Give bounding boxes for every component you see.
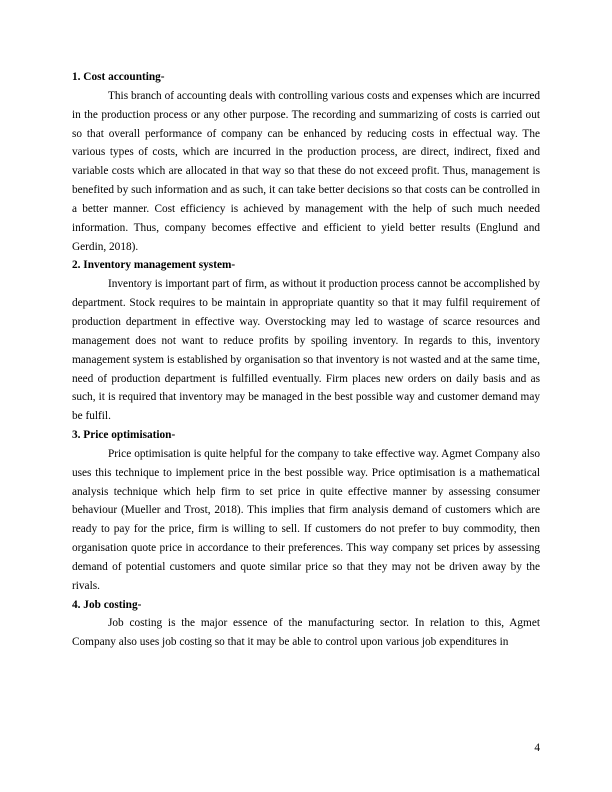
- section-body-cost-accounting: This branch of accounting deals with controlling various costs and expenses which are incurred in the production process or any other purpose. The recording and summarizing of costs is carried out so that overall performance of company can be enhanced by reducing costs in effectual way. The various types of costs, which are incurred in the production process, are direct, indirect, fixed and variable costs which are allocated in that way so that these do not exceed profit. Thus, management is benefited by such information and as such, it can take better decisions so that costs can be controlled in a better manner. Cost efficiency is achieved by management with the help of such much needed information. Thus, company becomes effective and efficient to yield better results (Englund and Gerdin, 2018).: [72, 89, 540, 253]
- section-body-job-costing: Job costing is the major essence of the manufacturing sector. In relation to this, Agmet Company also uses job costing so that it may be able to control upon various job expenditures in: [72, 617, 540, 649]
- section-heading-job-costing: 4. Job costing-: [72, 598, 142, 611]
- page-number: 4: [534, 742, 540, 754]
- section-body-inventory-management: Inventory is important part of firm, as without it production process cannot be accomplished by department. Stock requires to be maintain in appropriate quantity so that it may fulfil requirement of production department in effective way. Overstocking may led to wastage of scarce resources and management does not want to reduce profits by spoiling inventory. In regards to this, inventory management system is established by organisation so that inventory is not wasted and at the same time, need of production department is fulfilled eventually. Firm places new orders on daily basis and as such, it is required that inventory may be managed in the best possible way and customer demand may be fulfil.: [72, 278, 540, 423]
- document-page: [72, 68, 540, 652]
- section-body-price-optimisation: Price optimisation is quite helpful for the company to take effective way. Agmet Company also uses this technique to implement price in the best possible way. Price optimisation is a mathematical analysis technique which help firm to set price in quite effective manner by assessing consumer behaviour (Mueller and Trost, 2018). This implies that firm analysis demand of customers which are ready to pay for the price, firm is willing to sell. If customers do not prefer to buy commodity, then organisation quote price in accordance to their preferences. This way company set prices by assessing demand of potential customers and quote similar price so that they may not be driven away by the rivals.: [72, 447, 540, 592]
- section-heading-cost-accounting: 1. Cost accounting-: [72, 71, 165, 83]
- section-heading-price-optimisation: 3. Price optimisation-: [72, 429, 176, 442]
- section-heading-inventory-management: 2. Inventory management system-: [72, 259, 236, 272]
